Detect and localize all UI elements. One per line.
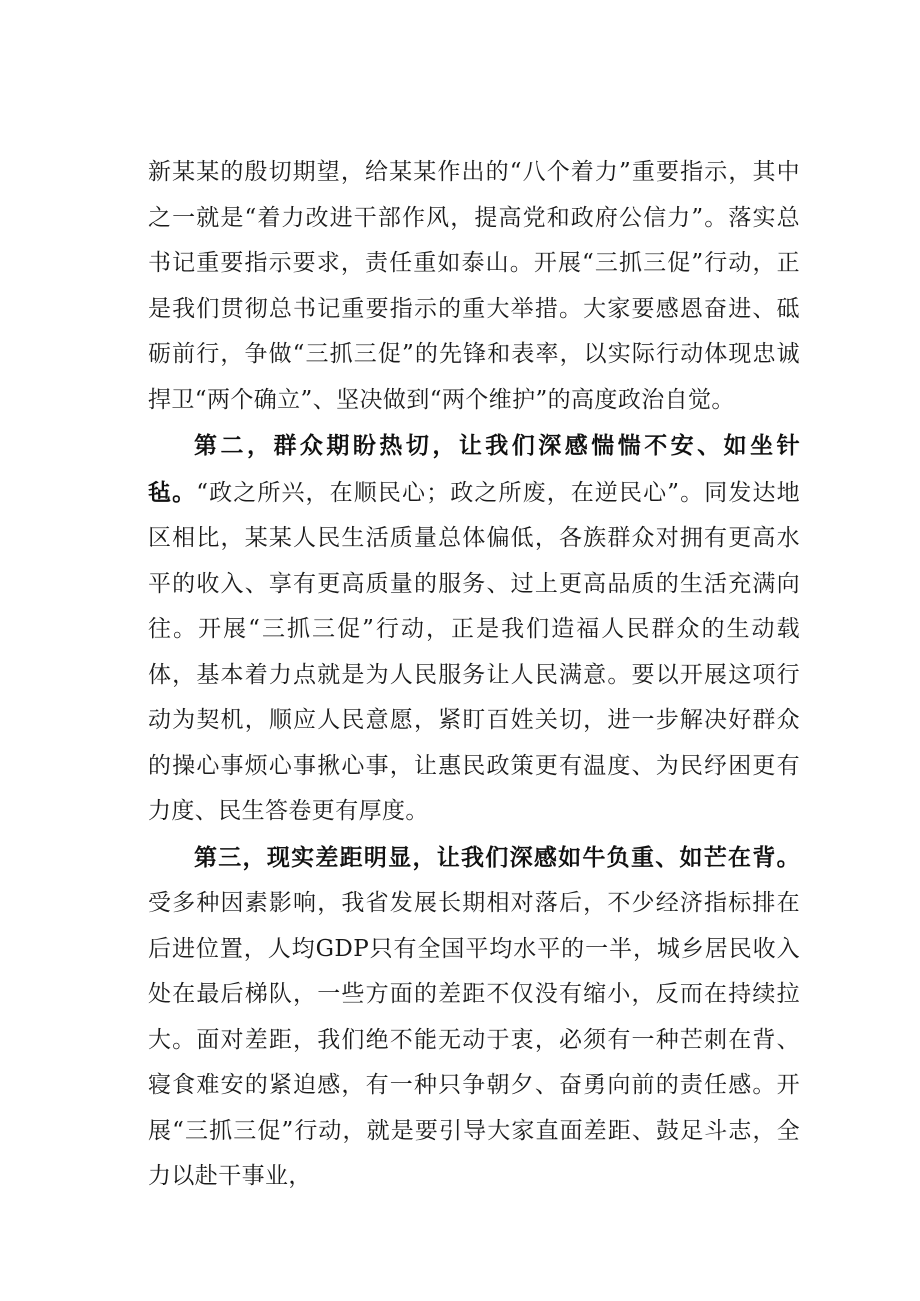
paragraph-second-point bbox=[148, 423, 800, 835]
document-body bbox=[148, 150, 800, 1200]
paragraph-continuation bbox=[148, 150, 800, 423]
paragraph-lead: 第三，现实差距明显，让我们深感如牛负重、如芒在背。 bbox=[194, 843, 800, 871]
paragraph-lead: 第二，群众期盼热切，让我们深感惴惴不安、如坐针毡。 bbox=[148, 432, 800, 506]
paragraph-text: 受多种因素影响，我省发展长期相对落后，不少经济指标排在后进位置，人均GDP只有全国平均水平的一半，城乡居民收入处在最后梯队，一些方面的差距不仅没有缩小，反而在持续拉大。面对差距，我们绝不能无动于衷，必须有一种芒刺在背、寝食难安的紧迫感，有一种只争朝夕、奋勇向前的责任感。开展“三抓三促”行动，就是要引导大家直面差距、鼓足斗志，全力以赴干事业， bbox=[148, 890, 800, 1189]
paragraph-third-point bbox=[148, 835, 800, 1200]
paragraph-text: “政之所兴，在顺民心；政之所废，在逆民心”。同发达地区相比，某某人民生活质量总体偏低，各族群众对拥有更高水平的收入、享有更高质量的服务、过上更高品质的生活充满向往。开展“三抓三促”行动，正是我们造福人民群众的生动载体，基本着力点就是为人民服务让人民满意。要以开展这项行动为契机，顺应人民意愿，紧盯百姓关切，进一步解决好群众的操心事烦心事揪心事，让惠民政策更有温度、为民纾困更有力度、民生答卷更有厚度。 bbox=[148, 479, 800, 824]
paragraph-text: 新某某的殷切期望，给某某作出的“八个着力”重要指示，其中之一就是“着力改进干部作风，提高党和政府公信力”。落实总书记重要指示要求，责任重如泰山。开展“三抓三促”行动，正是我们贯彻总书记重要指示的重大举措。大家要感恩奋进、砥砺前行，争做“三抓三促”的先锋和表率，以实际行动体现忠诚捍卫“两个确立”、坚决做到“两个维护”的高度政治自觉。 bbox=[148, 159, 800, 413]
